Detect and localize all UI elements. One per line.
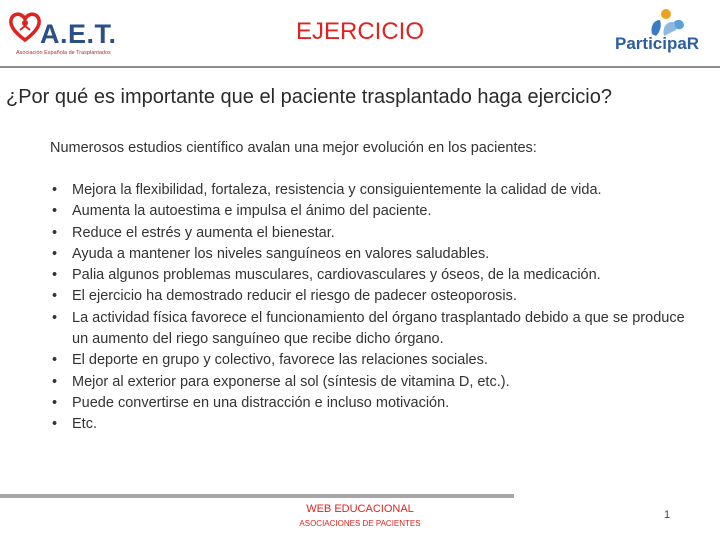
- list-item: [52, 308, 702, 351]
- bullet-icon: •: [52, 352, 58, 369]
- bullet-icon: •: [52, 224, 58, 241]
- list-item: [52, 414, 702, 435]
- list-item: [52, 180, 702, 201]
- list-item: [52, 372, 702, 393]
- participar-logo: [610, 8, 710, 58]
- list-item: [52, 244, 702, 265]
- intro-text: Numerosos estudios científico avalan una mejor evolución en los pacientes:: [50, 140, 537, 156]
- list-item-text: Palia algunos problemas musculares, cardiovasculares y óseos, de la medicación.: [72, 267, 601, 284]
- footer-divider: [0, 494, 514, 498]
- benefits-list: [52, 180, 702, 436]
- bullet-icon: •: [52, 394, 58, 411]
- list-item: [52, 201, 702, 222]
- list-item-text: El ejercicio ha demostrado reducir el riesgo de padecer osteoporosis.: [72, 288, 517, 305]
- list-item: [52, 223, 702, 244]
- list-item: [52, 286, 702, 307]
- slide-title: EJERCICIO: [295, 18, 424, 45]
- list-item-text: Ayuda a mantener los niveles sanguíneos en valores saludables.: [72, 245, 490, 262]
- bullet-icon: •: [52, 288, 58, 305]
- list-item-text: Reduce el estrés y aumenta el bienestar.: [72, 224, 335, 241]
- list-item-text: Puede convertirse en una distracción e incluso motivación.: [72, 394, 450, 411]
- list-item-text: Etc.: [72, 416, 97, 433]
- bullet-icon: •: [52, 245, 58, 262]
- list-item-text: Aumenta la autoestima e impulsa el ánimo del paciente.: [72, 203, 432, 220]
- bullet-icon: •: [52, 203, 58, 220]
- footer-asociaciones: ASOCIACIONES DE PACIENTES: [299, 519, 421, 528]
- bullet-icon: •: [52, 416, 58, 433]
- bullet-icon: •: [52, 267, 58, 284]
- page-number: 1: [664, 509, 671, 521]
- list-item-text: Mejor al exterior para exponerse al sol (síntesis de vitamina D, etc.).: [72, 373, 510, 390]
- list-item-text: La actividad física favorece el funcionamiento del órgano trasplantado debido a que se produce un aumento del riego sanguíneo que recibe dicho órgano.: [72, 309, 685, 348]
- list-item: [52, 265, 702, 286]
- footer-web-educacional: WEB EDUCACIONAL: [306, 503, 414, 515]
- bullet-icon: •: [52, 373, 58, 390]
- header-divider: [0, 66, 720, 68]
- bullet-icon: •: [52, 309, 58, 326]
- aet-logo-text: A.E.T.: [40, 19, 117, 49]
- list-item: [52, 350, 702, 371]
- aet-logo-subtitle: Asociación Española de Trasplantados: [16, 50, 111, 56]
- list-item-text: Mejora la flexibilidad, fortaleza, resistencia y consiguientemente la calidad de vida.: [72, 182, 602, 198]
- list-item-text: El deporte en grupo y colectivo, favorece las relaciones sociales.: [72, 352, 488, 369]
- bullet-icon: •: [52, 182, 58, 198]
- participar-logo-text: ParticipaR: [615, 34, 700, 53]
- list-item: [52, 393, 702, 414]
- section-question: ¿Por qué es importante que el paciente trasplantado haga ejercicio?: [6, 86, 612, 108]
